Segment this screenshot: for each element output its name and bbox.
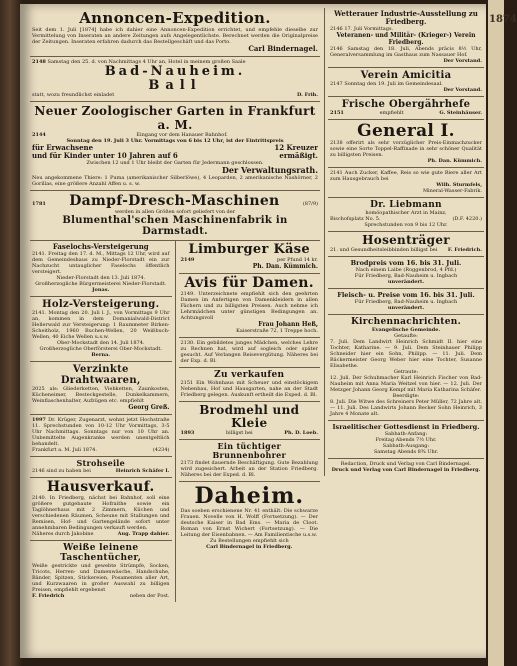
ad-krueger: [30, 415, 172, 457]
ad-limburger: [179, 241, 321, 274]
ad-text: Neu angekommene Thiere: 1 Puma (amerikanischer Silberlöwe), 4 Leoparden, 2 amerikanische Nashörner, 2 Gorillas, eine größere Anzahl Affen u. s. w.: [32, 175, 318, 187]
ad-title: Daheim.: [194, 483, 305, 509]
ad-title: Fleisch- u. Preise vom 16. bis 31. Juli.: [337, 291, 475, 299]
ad-title: Bad-Nauheim.: [104, 64, 246, 79]
ad-annoncen: [30, 8, 320, 57]
ad-date: Ober-Mockstadt den 14. Juli 1874.: [57, 340, 145, 346]
ad-bad-nauheim: [30, 57, 320, 102]
ad-brunnenbohrer: [179, 440, 321, 482]
footer-line: Redaction, Druck und Verlag von Carl Bindernagel.: [340, 461, 472, 467]
ad-drahtwaaren: [30, 362, 172, 415]
ad-text: 2141. Freitag den 17. d. M., Mittags 12 Uhr, wird auf dem Gemeindeshaus zu Nieder-Florstadt ein zur Nachzucht untauglicher Faselochs öffentlich versteigert.: [32, 251, 170, 275]
ad-line: Sprechstunden von 9 bis 12 Uhr.: [364, 222, 448, 228]
ad-price: ermäßigt.: [279, 151, 318, 160]
ad-text: 2146 Samstag den 18. Juli, Abends präcis 8½ Uhr, Generalversammlung im Gasthaus zum Nassauer Hof.: [330, 46, 482, 58]
ad-title: Kirchennachrichten.: [350, 317, 462, 327]
ad-maedchen: [179, 338, 321, 368]
ad-price: 12 Kreuzer: [274, 143, 318, 152]
ad-title: Brodmehl und Kleie: [199, 403, 300, 430]
ad-hausverkauf: [30, 478, 172, 541]
ad-ref: (4234): [152, 447, 170, 453]
ad-title: Strohseile: [76, 458, 126, 468]
ad-title: Annoncen-Expedition.: [79, 9, 271, 27]
ad-sign: Großherzogliche Oberförsterei Ober-Mockstadt.: [39, 346, 163, 352]
ad-title: Dampf-Dresch-Maschinen: [69, 193, 280, 209]
ad-name: Ph. D. Loeb.: [284, 430, 318, 436]
ad-text: Seit dem 1. Juli [1874] habe ich dahier eine Annoncen-Expedition errichtet, und empfehle dieselbe zur Vermittelung von Inseraten an andere Zeitungen aufs Angelegentlichste. Berechnet werden die Originalpreise der Zeitungen. Inseraten erfahren dadurch das Bestellgeschäft und das Porto.: [32, 27, 318, 45]
ad-date: Frankfurt a. M. Juli 1874.: [32, 447, 97, 453]
ad-sub: Mineral-Wasser-Fabrik.: [422, 188, 482, 194]
ad-text: Weiße gestrickte und gewebte Strümpfe, Socken, Tricots, Herren- und Damenwäsche, Handschuhe, Bänder, Spitzen, Stickereien, Posamenten aller Art, und Kurzwaaren in großer Auswahl zu billigen Preisen, empfiehlt ergebenst: [32, 563, 170, 593]
ad-obergaehrhefe: [328, 97, 484, 120]
ad-name: G. Steinhäuser.: [439, 110, 482, 116]
ad-israelitischer-gottesdienst: [328, 421, 484, 459]
ad-text: 2025 als: Gliederketten, Viehketten, Zaunkosten, Kücheneimer, Besteckgestelle, Dunkelkammern, Weinflaschenhalter, Aufzügen etc. empfiehlt: [32, 386, 170, 404]
ad-ref: (87/9): [302, 201, 318, 207]
ad-text: Nach einem Laibe (Roggenbrod, 4 Pfd.): [355, 267, 457, 273]
right-column: [324, 8, 484, 476]
ad-line: und für Kinder unter 10 Jahren auf 6: [32, 151, 178, 160]
ad-addr: Kaiserstraße 72, 1 Treppe hoch.: [236, 328, 318, 334]
ad-line: Zwischen 12 und 1 Uhr bleibt der Garten für Jedermann geschlossen.: [86, 160, 264, 166]
ad-title: Frische Obergährhefe: [341, 99, 471, 110]
ad-line: Sonntag den 19. Juli 3 Uhr. Vormittags von 6 bis 12 Uhr, ist der Eintrittspreis: [66, 138, 284, 144]
ad-signature: D. Frih.: [296, 92, 318, 98]
ad-line: Freitag Abends 7½ Uhr.: [375, 437, 437, 443]
ad-zu-verkaufen: [179, 368, 321, 402]
ad-title: Verzinkte Drahtwaaren,: [60, 364, 141, 386]
ad-title: Brodpreis vom 16. bis 31. Juli.: [350, 259, 462, 267]
ad-text: 2141. Montag den 20. Juli l. J., von Vormittags 9 Uhr an, kommen in dem Domanialwald-District Hellerwald zur Versteigerung: 1 Raummeter Birken-Scheitholz, 1960 Buchen-Wellen, 20 Weißbuch-Wellen, 40 Eiche Wellen u.s.w.: [32, 310, 170, 340]
ad-title: Holz-Versteigerung.: [42, 299, 160, 310]
ad-text: 2140. In Friedberg, nächst bei Bahnhof, soll eine größere gutgebaute Hofraithe sowie ein Taglöhnerhaus mit 2 Zimmern, Küchen und verschiedenen Räumen, Scheune mit Stallungen und Remisen, Hof- und Gartengelände sofort unter annehmbaren Bedingungen verkauft werden.: [32, 495, 170, 531]
ad-number: 1781: [32, 201, 46, 207]
ad-number: 2148: [32, 59, 46, 65]
ad-line: unverändert.: [387, 279, 425, 285]
ad-signature: Carl Bindernagel.: [248, 44, 318, 53]
ad-subtitle: Veteranen- und Militär- (Krieger-) Verein Friedberg.: [336, 32, 476, 46]
ad-price: per Pfund 14 kr.: [277, 257, 318, 263]
ad-text: 2149. Unterzeichnete empfiehlt sich den geehrten Damen im Anfertigen von Damenkleidern in allen Fächern und zu billigsten Preisen. Auch nehme ich Lehrmädchen unter günstigen Bedingungen an. Achtungsvoll: [180, 291, 318, 321]
adjacent-page-edge: [488, 0, 517, 666]
ad-title: Ein tüchtiger Brunnenbohrer: [212, 441, 286, 460]
ad-title: Wetterauer Industrie-Ausstellung zu Friedberg.: [334, 9, 478, 26]
ad-title: Avis für Damen.: [184, 275, 314, 291]
ad-title: Limburger Käse: [188, 242, 310, 257]
ad-zoo: [30, 102, 320, 191]
ad-text: Dr. Krüger, Zugenarzt, wohnt jetzt Hochstraße 11. Sprechstunden von 10-12 Uhr Vormittags, 3-5 Uhr Nachmittags. Sonntags nur von 10 Uhr an. Unbemittelte Augenkranke werden unentgeltlich behandelt.: [32, 417, 170, 447]
ad-number: 2149: [180, 257, 195, 263]
ad-sturmfels: [328, 168, 484, 198]
ad-text: 8. Juli. Die Witwe des Schreiners Peter Müller, 72 Jahre alt. — 11. Juli. Des Landwirts Johann Becker Sohn Heinrich, 3 Jahre 4 Monate alt.: [330, 399, 482, 417]
ad-line: werden in allen Größen sofort geliefert von der: [114, 209, 236, 215]
ad-text: 7. Juli. Dem Landwirt Heinrich Schmidt II. hier eine Tochter, Katharine. — 9. Juli. Dem Steinhauer Philipp Schneider hier ein Sohn, Philipp. — 11. Juli. Dem Bäckermeister Georg Weber hier eine Tochter, Susanne Elisabethe.: [330, 339, 482, 369]
ad-hosentraeger: [328, 232, 484, 257]
ad-suffix: neben der Post.: [129, 593, 170, 599]
ad-line: 2146 17. Juli Vormittags.: [330, 26, 394, 32]
ad-text: 2146 sind zu haben bei: [32, 468, 91, 474]
ad-name: Heinrich Schäfer I.: [115, 468, 170, 474]
ad-signature: F. Friedrich: [32, 593, 65, 599]
ad-signature: Der Verwaltungsrath.: [221, 165, 318, 175]
ad-text: 12. Juli. Der Schuhmacher Karl Heinrich Fischer von Bad-Nauheim mit Anna Maria Weitzel von hier. — 12. Juli. Der Metzger Johann Georg Kempf mit Maria Katharina Schäfer.: [330, 375, 482, 393]
ad-kirchennachrichten: [328, 315, 484, 421]
ad-strohseile: [30, 457, 172, 478]
ad-text: 2141 Auch Zucker, Kaffee, Reis so wie gute Biere aller Art zum Hausgebrauch bei: [330, 170, 482, 182]
ad-title: Faselochs-Versteigerung: [52, 242, 149, 251]
ad-line: Für Friedberg, Bad-Nauheim u. Ingbach: [354, 273, 458, 279]
ad-signature: Georg Greß.: [128, 404, 170, 411]
ad-text: 2147 Sonntag den 19. Juli im Gemeindesaal.: [330, 81, 443, 87]
ad-ball: Ball: [148, 78, 202, 93]
ad-faselochs: [30, 241, 172, 297]
ad-taschentuecher: [30, 541, 172, 602]
ad-number: 1997: [32, 417, 46, 423]
ad-name: Wilh. Sturmfels,: [436, 182, 482, 188]
ad-title: Dr. Liebmann: [370, 200, 442, 210]
ad-avis: [179, 274, 321, 338]
ad-line: unverändert.: [387, 305, 425, 311]
ad-title: Neuer Zoologischer Garten in Frankfurt a. M.: [34, 104, 316, 132]
ad-line: homöopathischer Arzt in Mainz,: [365, 210, 447, 216]
ad-text: 2130. Ein gebildetes junges Mädchen, welches Lehre zu Rechnen hat, wird auf sogleich oder später gesucht. Auf Verlangen Reisevergütung. Näheres bei der Exp. d. Bl.: [180, 340, 318, 364]
ad-wetterauer: [328, 8, 484, 68]
ad-number: 1893: [180, 430, 195, 436]
ad-line: Samstag Abends 8¾ Uhr.: [373, 449, 439, 455]
ad-title: General I.: [357, 121, 455, 141]
ad-text: 2173 findet dauernde Beschäftigung. Gute Bezahlung wird zugesichert. Arbeit an der Station Friedberg. Näheres bei der Exped. d. Bl.: [180, 460, 318, 478]
ad-heading: Beerdigte:: [392, 393, 420, 399]
ad-heading: Getaufte:: [394, 333, 418, 339]
ad-text: 21. und Gesundheitsleibbinden billigst bei: [330, 247, 438, 253]
ad-title: Israelitischer Gottesdienst in Friedberg.: [332, 423, 480, 431]
ad-line: Sabbath-Anfang:: [384, 431, 428, 437]
ad-name: Ph. Dan. Kümmich.: [427, 158, 482, 164]
ad-name: Frau Johann Heß,: [258, 321, 318, 328]
footer-line: Druck und Verlag von Carl Bindernagel in Friedberg.: [331, 467, 481, 473]
ad-text: 2138 offerirt als sehr vorzüglicher Preis-Einmachzucker sowie eine Sorte Toppel-Raffinade in sehr schöner Qualität zu billigsten Preisen.: [330, 140, 482, 158]
ad-name: Carl Bindernagel in Friedberg.: [206, 544, 293, 550]
ad-liebmann: [328, 198, 484, 232]
ad-brodpreis: [328, 257, 484, 289]
ad-text: empfiehlt: [379, 110, 404, 116]
ad-text: Samstag den 25. d. von Nachmittags 4 Uhr an, Hotel in meinem großen Saale: [47, 59, 246, 65]
ad-holz: [30, 297, 172, 362]
book-spine: [0, 0, 22, 666]
ad-note: Näheres durch Jakobine: [32, 531, 94, 537]
ad-name: Aug. Trapp dahier.: [117, 531, 170, 537]
ad-price: billigst bei: [225, 430, 253, 436]
ad-number: 2144: [32, 132, 46, 138]
ad-title: Hosenträger: [362, 233, 450, 247]
ad-line: für Erwachsene: [32, 143, 94, 152]
ad-title: Hausverkauf.: [46, 479, 155, 495]
page-footer: [328, 459, 484, 476]
ad-order: Zu Bestellungen empfiehlt sich: [209, 538, 289, 544]
newspaper-page: [20, 4, 486, 658]
ad-general: [328, 120, 484, 168]
ad-name: Jonas.: [92, 287, 110, 293]
ad-sign: Der Vorstand.: [443, 58, 482, 64]
ad-title: Verein Amicitia: [360, 70, 452, 81]
ad-fleischpreis: [328, 289, 484, 315]
ad-subtitle: Evangelische Gemeinde.: [371, 327, 441, 333]
ad-title: Zu verkaufen: [214, 370, 285, 380]
ad-sign: Der Vorstand.: [443, 87, 482, 93]
ad-name: Berna.: [91, 352, 111, 358]
ad-ref: (D.F. 4220.): [452, 216, 482, 222]
ad-entrance: Eingang vor dem Hanauer Bahnhof.: [136, 132, 228, 138]
ad-heading: Getraute:: [393, 369, 419, 375]
ad-dampf: [30, 191, 320, 241]
ad-note: statt, wozu freundlichst einladet: [32, 92, 115, 98]
ad-firm: Blumenthal'schen Maschinenfabrik in Darmstadt.: [62, 215, 288, 237]
left-column: [30, 8, 320, 602]
ad-amicitia: [328, 68, 484, 97]
ad-name: F. Friedrich.: [447, 247, 482, 253]
ad-text: Das soeben erschienene Nr. 41 enthält: Die schwarze Frauen. Novelle von H. Wolff (Fortsetzung). — Der deutsche Kaiser in Bad Ems. — Maria de Cloot. Roman von Ernst Wichert (Fortsetzung). — Die Leitung der Eisenbahnen. — Am Familientische u.s.w.: [180, 508, 318, 538]
ad-line: Für Friedberg, Bad-Nauheim u. Ingbach: [354, 299, 458, 305]
ad-number: 2151: [330, 110, 344, 116]
ad-brodmehl: [179, 402, 321, 440]
ad-sign: Großherzogliche Bürgermeisterei Nieder-Florstadt.: [35, 281, 167, 287]
ad-daheim: [179, 482, 321, 553]
edge-fragment: 1874: [489, 14, 517, 25]
ad-line: Sabbath-Ausgang:: [382, 443, 430, 449]
ad-date: Nieder-Florstadt den 13. Juli 1874.: [56, 275, 146, 281]
ad-text: 2151 Ein Wohnhaus mit Scheuer und einstöckigem Nebenbau, Hof und Hausgarten, nahe an der Stadt Friedberg gelegen. Auskunft ertheilt die Exped. d. Bl.: [180, 380, 318, 398]
ad-title: Weiße leinene Taschentücher,: [60, 543, 142, 563]
ad-name: Ph. Dan. Kümmich.: [252, 263, 318, 270]
ad-line: Bischofsplatz No. 5.: [330, 216, 381, 222]
